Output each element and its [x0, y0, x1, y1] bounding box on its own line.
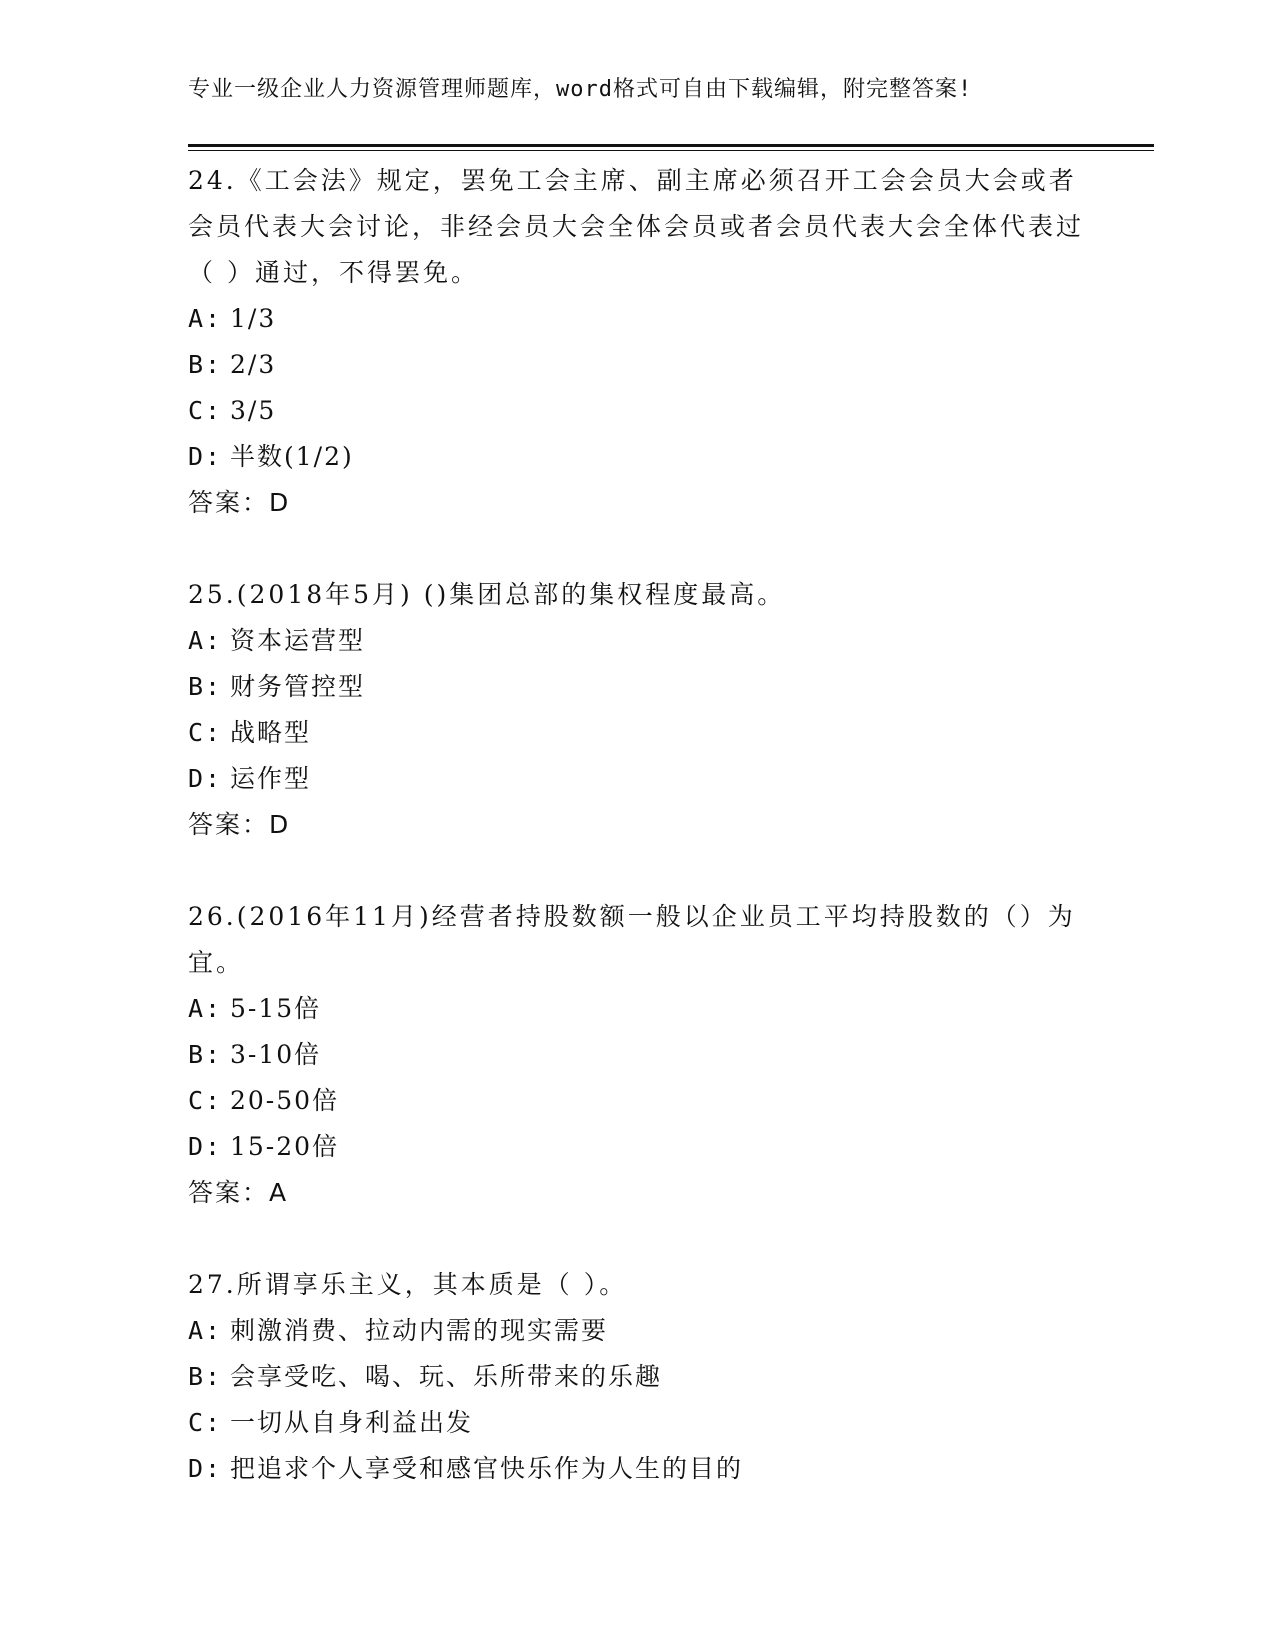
option-text: 2/3: [230, 350, 277, 379]
option-text: 半数(1/2): [230, 442, 354, 471]
option-text: 刺激消费、拉动内需的现实需要: [230, 1316, 609, 1345]
option-d: [188, 756, 1088, 802]
answer-line: 答案：D: [188, 810, 291, 839]
option-key: B:: [188, 1362, 223, 1391]
option-text: 一切从自身利益出发: [230, 1408, 474, 1437]
option-c: [188, 710, 1088, 756]
header-rule-thin: [188, 150, 1154, 151]
option-text: 运作型: [230, 764, 312, 793]
option-b: [188, 1354, 1088, 1400]
option-key: C:: [188, 1408, 223, 1437]
option-d: [188, 434, 1088, 480]
option-key: C:: [188, 718, 223, 747]
header-rule-thick: [188, 144, 1154, 147]
answer-line: 答案：D: [188, 488, 291, 517]
option-key: D:: [188, 764, 223, 793]
option-a: [188, 986, 1088, 1032]
option-key: A:: [188, 1316, 223, 1345]
option-key: C:: [188, 1086, 223, 1115]
question-25: [188, 572, 1088, 848]
option-text: 资本运营型: [230, 626, 366, 655]
answer-line: 答案：A: [188, 1178, 289, 1207]
option-key: A:: [188, 626, 223, 655]
option-d: [188, 1124, 1088, 1170]
option-text: 会享受吃、喝、玩、乐所带来的乐趣: [230, 1362, 663, 1391]
page-header: 专业一级企业人力资源管理师题库，word格式可自由下载编辑，附完整答案!: [188, 77, 973, 102]
option-d: [188, 1446, 1088, 1492]
option-text: 5-15倍: [230, 994, 322, 1023]
option-key: D:: [188, 442, 223, 471]
question-stem: 26.(2016年11月)经营者持股数额一般以企业员工平均持股数的（）为宜。: [188, 902, 1076, 977]
option-text: 20-50倍: [230, 1086, 340, 1115]
question-27: [188, 1262, 1088, 1492]
option-c: [188, 388, 1088, 434]
option-text: 15-20倍: [230, 1132, 340, 1161]
option-text: 3/5: [230, 396, 277, 425]
option-key: B:: [188, 1040, 223, 1069]
option-key: D:: [188, 1132, 223, 1161]
option-key: B:: [188, 350, 223, 379]
option-text: 把追求个人享受和感官快乐作为人生的目的: [230, 1454, 744, 1483]
option-c: [188, 1078, 1088, 1124]
option-key: B:: [188, 672, 223, 701]
option-c: [188, 1400, 1088, 1446]
option-a: [188, 618, 1088, 664]
option-text: 3-10倍: [230, 1040, 322, 1069]
option-key: D:: [188, 1454, 223, 1483]
option-b: [188, 342, 1088, 388]
option-text: 1/3: [230, 304, 277, 333]
question-list: [188, 158, 1088, 1538]
option-a: [188, 296, 1088, 342]
option-b: [188, 664, 1088, 710]
option-text: 财务管控型: [230, 672, 366, 701]
option-a: [188, 1308, 1088, 1354]
question-24: [188, 158, 1088, 526]
question-stem: 24.《工会法》规定，罢免工会主席、副主席必须召开工会会员大会或者会员代表大会讨论，非经会员大会全体会员或者会员代表大会全体代表过（ ）通过，不得罢免。: [188, 166, 1085, 287]
question-stem: 27.所谓享乐主义，其本质是（ ）。: [188, 1270, 628, 1299]
option-key: C:: [188, 396, 223, 425]
option-b: [188, 1032, 1088, 1078]
question-stem: 25.(2018年5月) ()集团总部的集权程度最高。: [188, 580, 786, 609]
option-key: A:: [188, 994, 223, 1023]
option-key: A:: [188, 304, 223, 333]
question-26: [188, 894, 1088, 1216]
option-text: 战略型: [230, 718, 312, 747]
